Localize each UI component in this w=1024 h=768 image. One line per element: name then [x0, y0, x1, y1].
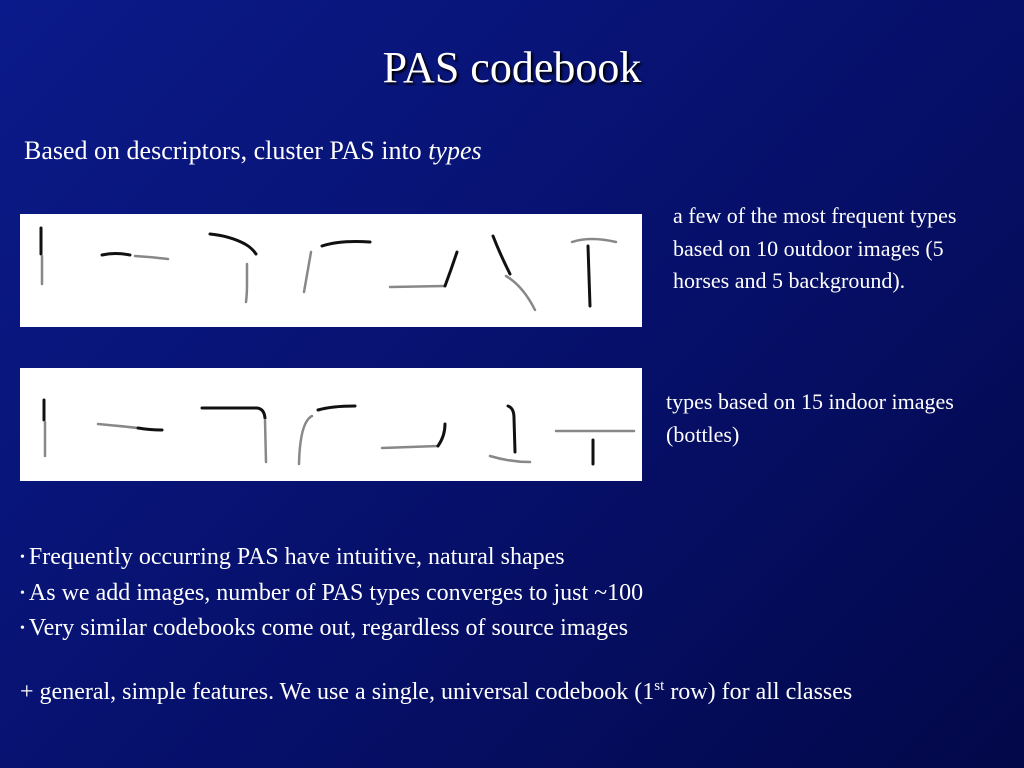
bullet-item — [20, 611, 643, 647]
summary-text-end: row) for all classes — [664, 679, 853, 705]
pas-shape — [102, 254, 130, 256]
bullet-marker: • — [20, 621, 25, 636]
pas-shape — [390, 286, 445, 287]
slide-subtitle — [24, 136, 482, 166]
bullet-list — [20, 540, 643, 647]
summary-text: + general, simple features. We use a single, universal codebook (1 — [20, 679, 655, 705]
pas-shape — [382, 446, 438, 448]
summary-line — [20, 678, 852, 706]
bullet-marker: • — [20, 550, 25, 565]
pas-shape — [506, 276, 535, 310]
outdoor-pas-drawing — [20, 214, 642, 327]
bullet-item — [20, 576, 643, 612]
bullet-item — [20, 540, 643, 576]
pas-shape — [210, 234, 256, 254]
pas-shape — [508, 406, 515, 452]
pas-shape — [490, 456, 530, 462]
summary-superscript: st — [654, 678, 665, 694]
indoor-pas-drawing — [20, 368, 642, 481]
bullet-text: Frequently occurring PAS have intuitive, natural shapes — [28, 544, 565, 570]
pas-shape — [445, 252, 457, 286]
subtitle-text: Based on descriptors, cluster PAS into — [24, 136, 429, 165]
pas-shape — [98, 424, 138, 428]
pas-shape — [299, 416, 312, 464]
indoor-types-note: types based on 15 indoor images (bottles) — [666, 389, 954, 447]
pas-shape — [318, 406, 355, 410]
subtitle-emphasis: types — [428, 136, 482, 165]
bullet-text: As we add images, number of PAS types converges to just ~100 — [28, 579, 644, 606]
slide-title: PAS codebook — [382, 43, 642, 92]
bullet-marker: • — [20, 585, 25, 601]
pas-shape — [588, 246, 590, 306]
outdoor-pas-types-strip — [20, 214, 642, 327]
pas-shape — [265, 420, 266, 462]
pas-shape — [322, 242, 370, 247]
pas-shape — [246, 264, 247, 302]
pas-shape — [438, 424, 445, 446]
pas-shape — [572, 239, 616, 242]
pas-shape — [493, 236, 510, 274]
pas-shape — [135, 256, 168, 259]
outdoor-types-note: a few of the most frequent types based on 10 outdoor images (5 horses and 5 background). — [673, 203, 957, 293]
pas-shape — [202, 408, 265, 418]
indoor-pas-types-strip — [20, 368, 642, 481]
bullet-text: Very similar codebooks come out, regardless of source images — [28, 615, 629, 641]
pas-shape — [304, 252, 311, 292]
pas-shape — [138, 428, 162, 430]
